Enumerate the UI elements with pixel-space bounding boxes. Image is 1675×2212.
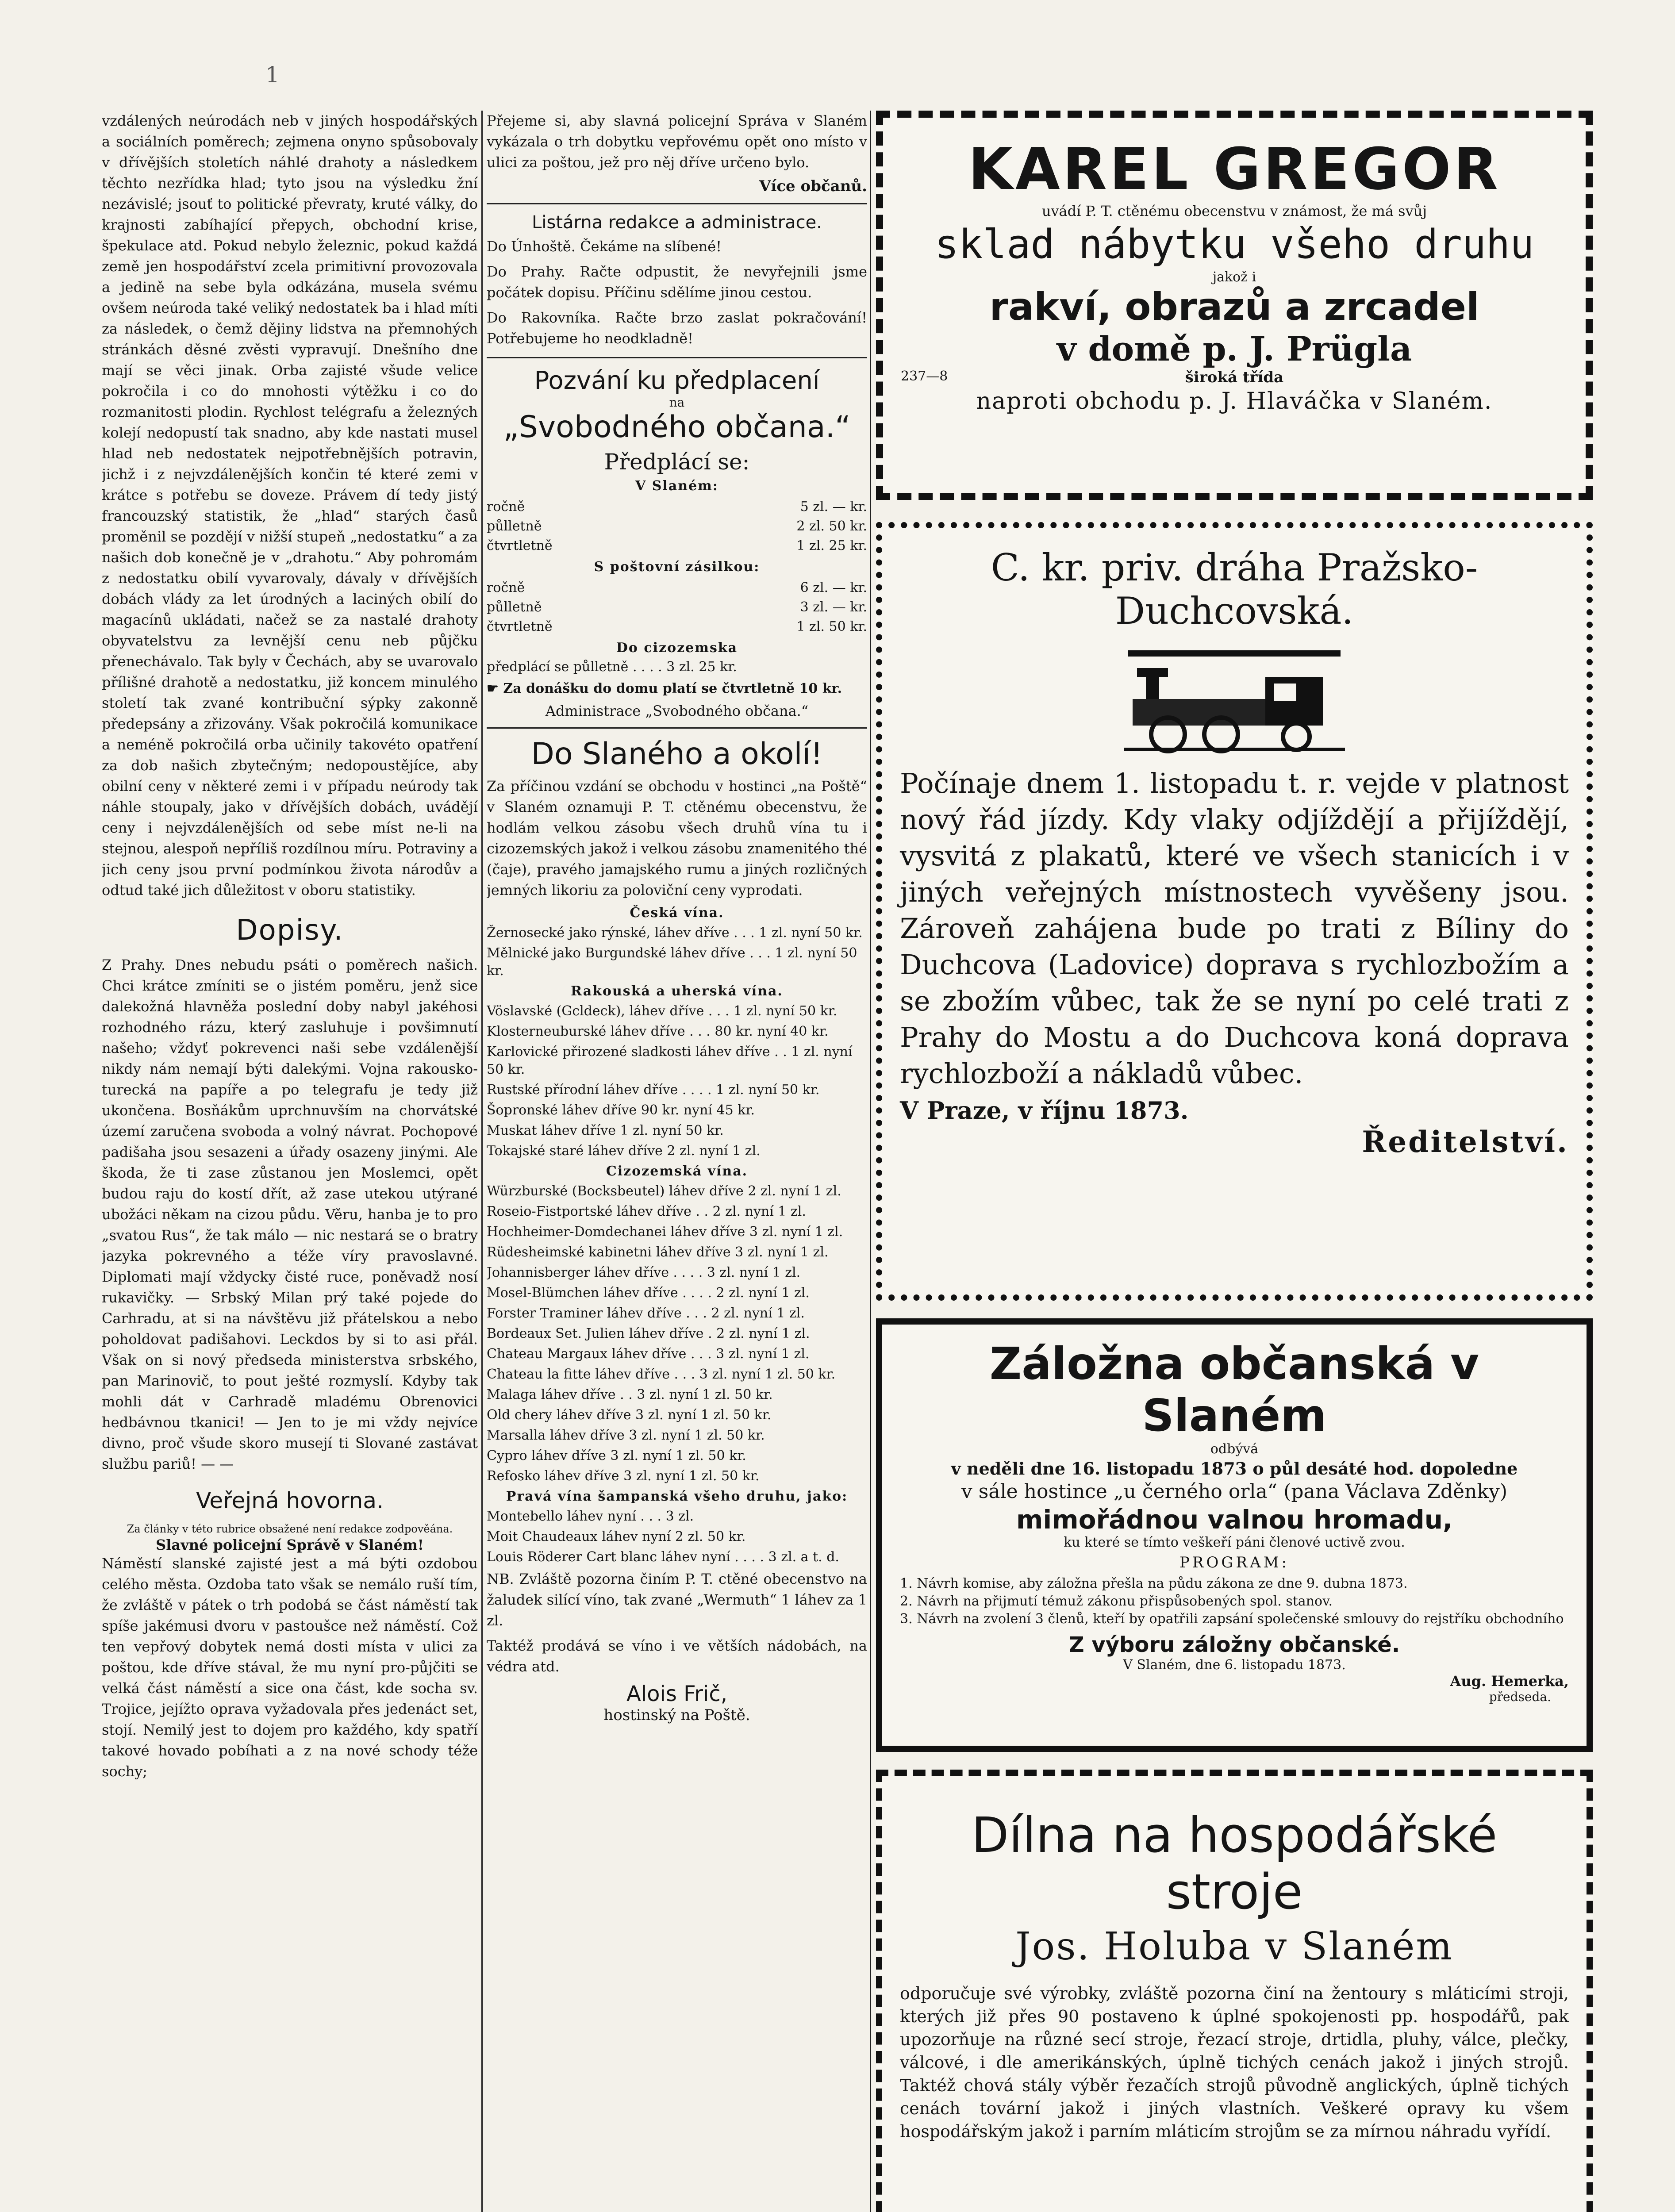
- column-divider: [870, 111, 871, 2212]
- railway-body: Počínaje dnem 1. listopadu t. r. vejde v platnost nový řád jízdy. Kdy vlaky odjíždějí a přijíždějí, vysvitá z plakatů, které ve všech stanicích i v jiných veřejných místnostech vyvěšeny jsou. Zároveň zahájena bude po trati z Bíliny do Duchcova (Ladovice) doprava s rychlozbožím a se zbožím vůbec, tak že se nyní po celé trati z Prahy do Mostu a do Duchcova koná doprava rychlozboží a nákladů vůbec.: [900, 767, 1569, 1090]
- wine-item: Montebello láhev nyní . . . 3 zl.: [487, 1509, 694, 1524]
- dopisy-text: Z Prahy. Dnes nebudu psáti o poměrech našich. Chci krátce zmíniti se o jistém poměru, jenž sice dalekožná hlavněža poslední doby nabyl jakéhosi rozhodného rázu, který zasluhuje i povšimnutí našeho; vždyť pokrevenci naši sebe vzdálenější nikdy nám nemají býti dalekými. Vojna rakousko-turecká na papíře a po telegrafu je tedy již ukončena. Bosňákům uprchnuvším na chorvátské území zaručena svoboda a volný návrat. Pochopové padišaha jsou sesazeni a úřady osazeny jinými. Ale škoda, že ti zase zůstanou jen Moslemci, opět budou raju do kostí dřít, až zase utekou utýrané ubožáci někam na cizou půdu. Věru, hanba je to pro „svatou Rus“, že tak málo — nic nestará se o bratry jazyka pokrevného a téže víry pravoslavné. Diplomati mají vždycky čisté ruce, poněvadž nosí rukavičky. — Srbský Milan prý také pojede do Carhradu, at si na návštěvu již přátelskou a nebo poholdovat padišahovi. Leckdos by si to asi přál. Však on si nový předseda ministerstva srbského, pan Marinovič, to pout ješté rozmyslí. Kdyby tak mohli dát v Carhradě mladému Obrenovici hedbávnou tkanici! — Jen to je mi vždy nejvíce divno, proč všude skoro musejí ti Slované zastávat službu pariů! — —: [102, 956, 478, 1472]
- price-row: půlletně 2 zl. 50 kr.: [487, 518, 867, 534]
- wine-item: Muskat láhev dříve 1 zl. nyní 50 kr.: [487, 1123, 724, 1138]
- slany-label: V Slaném:: [635, 478, 718, 494]
- champagne-label: Pravá vína šampanská všeho druhu, jako:: [506, 1489, 848, 1504]
- bank-place: v sále hostince „u černého orla“ (pana Václava Zděnky): [961, 1480, 1508, 1503]
- bank-title: Záložna občanská v Slaném: [989, 1338, 1479, 1441]
- railway-signature: Ředitelství.: [1362, 1125, 1569, 1159]
- hovorna-subheading: Slavné policejní Správě v Slaném!: [156, 1536, 424, 1553]
- divider: [487, 357, 867, 358]
- bank-program-item: 3. Návrh na zvolení 3 členů, kteří by opatřili zapsání společenské smlouvy do rejstříku obchodního: [900, 1611, 1564, 1627]
- wine-item: Žernosecké jako rýnské, láhev dříve . . . 1 zl. nyní 50 kr.: [487, 925, 863, 941]
- wine-item: Rustské přírodní láhev dříve . . . . 1 zl. nyní 50 kr.: [487, 1082, 820, 1098]
- gregor-line3: v domě p. J. Prügla: [1056, 329, 1412, 369]
- invite-na: na: [669, 395, 685, 410]
- column-2: [487, 111, 867, 2212]
- post-price-list: [487, 578, 867, 637]
- listarna-item: Do Rakovníka. Račte brzo zaslat pokračování! Potřebujeme ho neodkladně!: [487, 309, 867, 347]
- gregor-advert: [876, 111, 1593, 500]
- bank-meeting: mimořádnou valnou hromadu,: [1016, 1505, 1453, 1535]
- price-row: ročně 5 zl. — kr.: [487, 499, 867, 515]
- divider: [487, 727, 867, 729]
- bank-signature: Aug. Hemerka,: [1450, 1673, 1569, 1690]
- wine-item: Louis Röderer Cart blanc láhev nyní . . . . 3 zl. a t. d.: [487, 1549, 839, 1565]
- post-label: S poštovní zásilkou:: [594, 559, 760, 575]
- wine-item: Roseio-Fistportské láhev dříve . . 2 zl. nyní 1 zl.: [487, 1204, 806, 1219]
- railway-date: V Praze, v říjnu 1873.: [900, 1096, 1189, 1125]
- divider: [487, 203, 867, 204]
- okoli-heading: Do Slaného a okolí!: [531, 737, 823, 772]
- wine-item: Bordeaux Set. Julien láhev dříve . 2 zl. nyní 1 zl.: [487, 1326, 810, 1341]
- ceska-label: Česká vína.: [630, 905, 724, 921]
- gregor-name: KAREL GREGOR: [968, 135, 1501, 203]
- wine-item: Marsalla láhev dříve 3 zl. nyní 1 zl. 50 kr.: [487, 1428, 765, 1443]
- wine-item: Würzburské (Bocksbeutel) láhev dříve 2 zl. nyní 1 zl.: [487, 1183, 841, 1199]
- bank-board: Z výboru záložny občanské.: [1068, 1632, 1400, 1657]
- hovorna-text: Náměstí slanské zajisté jest a má býti ozdobou celého města. Ozdoba tato však se nemálo ruší tím, že zvláště v pátek o trh podobá se část náměstí tak spíše jakémusi dvoru v pastoušce než náměstí. Což ten vepřový dobytek nemá dosti místa v ulici za poštou, kde dříve stával, že mu nyní pro-půjčiti se velká část náměstí a sice ona část, kde socha sv. Trojice, jejížto oprava vyžadovala přes jedenáct set, stojí. Nemilý jest to dojem pro každého, kdy spatří takové hovado pobíhati a z na nové schody téže sochy;: [102, 1555, 478, 1780]
- okoli-signature: Alois Frič,: [626, 1682, 727, 1706]
- workshop-advert: [876, 1770, 1593, 2212]
- wine-item: Refosko láhev dříve 3 zl. nyní 1 zl. 50 kr.: [487, 1468, 760, 1484]
- gregor-line2: rakví, obrazů a zrcadel: [989, 285, 1479, 329]
- column-1: [102, 111, 478, 2212]
- wine-item: Tokajské staré láhev dříve 2 zl. nyní 1 zl.: [487, 1143, 761, 1159]
- abroad-price: předplácí se půlletně . . . . 3 zl. 25 kr.: [487, 659, 737, 675]
- bank-odbyva: odbývá: [1210, 1441, 1259, 1457]
- wine-item: Rüdesheimské kabinetni láhev dříve 3 zl. nyní 1 zl.: [487, 1244, 829, 1260]
- gregor-jakoz: jakož i: [1212, 269, 1256, 285]
- wine-item: Johannisberger láhev dříve . . . . 3 zl. nyní 1 zl.: [487, 1265, 801, 1280]
- hovorna-note: Za články v této rubrice obsažené není redakce zodpověána.: [127, 1523, 453, 1535]
- listarna-heading: Listárna redakce a administrace.: [532, 212, 822, 233]
- bank-program-label: PROGRAM:: [1179, 1554, 1289, 1571]
- bank-program-item: 2. Návrh na přijmutí témuž zákonu přispůsobených spol. stanov.: [900, 1594, 1333, 1609]
- wine-item: Hochheimer-Domdechanei láhev dříve 3 zl. nyní 1 zl.: [487, 1224, 843, 1240]
- price-row: čtvrtletně 1 zl. 50 kr.: [487, 619, 867, 634]
- cizozemska-label: Cizozemská vína.: [606, 1164, 748, 1179]
- locomotive-icon: [1119, 641, 1349, 757]
- nb-note: NB. Zvláště pozorna činím P. T. ctěné obecenstvo na žaludek silící víno, tak zvané „Wermuth“ 1 láhev za 1 zl.: [487, 1571, 867, 1629]
- wine-item: Šopronské láhev dříve 90 kr. nyní 45 kr.: [487, 1102, 755, 1118]
- rakouska-label: Rakouská a uherská vína.: [571, 983, 783, 999]
- okoli-intro: Za příčinou vzdání se obchodu v hostinci „na Poště“ v Slaném oznamuji P. T. ctěnému obecenstvu, že hodlám velkou zásobu všech druhů vína tu i cizozemských jakož i velkou zásobu znamenitého thé (čaje), pravého jamajského rumu a jiných rozličných jemných likoriu za poloviční ceny vyprodati.: [487, 778, 867, 899]
- wine-item: Chateau Margaux láhev dříve . . . 3 zl. nyní 1 zl.: [487, 1346, 810, 1362]
- price-row: půlletně 3 zl. — kr.: [487, 599, 867, 615]
- invite-heading: Pozvání ku předplacení: [534, 366, 820, 395]
- page-number: 1: [265, 62, 280, 88]
- bank-signature-title: předseda.: [1489, 1690, 1551, 1704]
- wine-item: Forster Traminer láhev dříve . . . 2 zl. nyní 1 zl.: [487, 1306, 805, 1321]
- bank-program-item: 1. Návrh komise, aby záložna přešla na půdu zákona ze dne 9. dubna 1873.: [900, 1576, 1408, 1591]
- also-note: Taktéž prodává se víno i ve větších nádobách, na védra atd.: [487, 1637, 867, 1675]
- workshop-name: Jos. Holuba v Slaném: [1015, 1924, 1453, 1969]
- bank-date: v neděli dne 16. listopadu 1873 o půl desáté hod. dopoledne: [951, 1459, 1518, 1479]
- wine-item: Karlovické přirozené sladkosti láhev dříve . . 1 zl. nyní 50 kr.: [487, 1044, 853, 1077]
- listarna-item: Do Prahy. Račte odpustit, že nevyřejnili jsme počátek dopisu. Příčinu sdělíme jinou cestou.: [487, 263, 867, 301]
- abroad-label: Do cizozemska: [616, 640, 738, 656]
- railway-advert: [876, 522, 1593, 1301]
- column-divider: [481, 111, 483, 2212]
- petition-signature: Více občanů.: [759, 177, 867, 195]
- pointing-hand-icon: ☛: [487, 681, 503, 696]
- wine-item: Vöslavské (Gcldeck), láhev dříve . . . 1 zl. nyní 50 kr.: [487, 1003, 838, 1019]
- bank-invite: ku které se tímto veškeří páni členové uctivě zvou.: [1064, 1535, 1405, 1550]
- workshop-body: odporučuje své výrobky, zvláště pozorna činí na žentoury s mláticími stroji, kterých již přes 90 postaveno k úplné spokojenosti pp. hospodářů, pak upozorňuje na různé secí stroje, řezací stroje, drtidla, pluhy, válce, plečky, válcové, i dle amerikánských, úplně tichých cenách jakož i jiných strojů. Taktéž chová stály výběr řezačích strojů původně anglických, úplně tichých cenách tovární jakož i jiných vlastních. Veškeré opravy ku všem hospodářským jakož i parním mláticím strojům se za mírnou náhradu vyřídí.: [900, 1984, 1569, 2141]
- wine-item: Cypro láhev dříve 3 zl. nyní 1 zl. 50 kr.: [487, 1448, 746, 1463]
- wine-item: Old chery láhev dříve 3 zl. nyní 1 zl. 50 kr.: [487, 1407, 772, 1423]
- gregor-number: 237—8: [901, 369, 948, 384]
- dopisy-heading: Dopisy.: [236, 914, 344, 947]
- wine-item: Moit Chaudeaux láhev nyní 2 zl. 50 kr.: [487, 1529, 746, 1544]
- price-row: čtvrtletně 1 zl. 25 kr.: [487, 538, 867, 553]
- gregor-line4: naproti obchodu p. J. Hlaváčka v Slaném.: [976, 388, 1493, 415]
- wine-item: Malaga láhev dříve . . 3 zl. nyní 1 zl. 50 kr.: [487, 1387, 773, 1402]
- wine-item: Chateau la fitte láhev dříve . . . 3 zl. nyní 1 zl. 50 kr.: [487, 1367, 836, 1382]
- admin-signature: Administrace „Svobodného občana.“: [545, 703, 809, 719]
- price-row: ročně 6 zl. — kr.: [487, 580, 867, 595]
- wine-item: Mělnické jako Burgundské láhev dříve . . . 1 zl. nyní 50 kr.: [487, 945, 857, 979]
- slany-price-list: [487, 497, 867, 556]
- column-3: [876, 111, 1593, 2212]
- petition-end: Přejeme si, aby slavná policejní Správa v Slaném vykázala o trh dobytku vepřovému opět ono místo v ulici za poštou, jež pro něj dříve určeno bylo.: [487, 112, 867, 171]
- listarna-item: Do Únhoště. Čekáme na slíbené!: [487, 238, 722, 255]
- gregor-street-row: [901, 369, 1568, 388]
- hovorna-heading: Veřejná hovorna.: [196, 1488, 384, 1513]
- railway-title: C. kr. priv. dráha Pražsko-Duchcovská.: [991, 546, 1478, 633]
- wine-item: Mosel-Blümchen láhev dříve . . . . 2 zl. nyní 1 zl.: [487, 1285, 810, 1301]
- subscribe-label: Předplácí se:: [604, 449, 750, 475]
- workshop-title: Dílna na hospodářské stroje: [971, 1807, 1498, 1920]
- wine-item: Klosterneuburské láhev dříve . . . 80 kr. nyní 40 kr.: [487, 1024, 829, 1039]
- okoli-signature-title: hostinský na Poště.: [603, 1706, 750, 1724]
- gregor-line1: sklad nábytku všeho druhu: [934, 221, 1534, 268]
- statistics-article: vzdálených neúrodách neb v jiných hospodářských a sociálních poměrech; zejmena onyno spůsobovaly v dřívějších stoletích náhlé drahoty a následkem těchto nezřídka hlad; tyto jsou na výsledku žní nezávislé; jsouť to politické převraty, kruté války, do krajnosti zabíhající přepych, obchodní krise, špekulace atd. Pokud nebylo železnic, pokud každá země jen hospodářství zcela primitivní provozovala a jedině na sebe byla odkázána, musela svému ovšem neúroda také veliký nedostatek ba i hlad míti za následek, o čemž dějiny lidstva na přemnohých stránkách děsné zvěsti vypravují. Dnešního dne mají se věci jinak. Orba zajisté všude velice pokročila i co do mnohosti výtěžku i co do rozmanitosti plodin. Rychlost telégrafu a železných kolejí nedopustí tak snadno, aby kde nastati musel hlad neb nedostatek nejpotřebnějších potravin, jichž i z nejvzdálenějších končin té které zemi v krátce s potřebu se doveze. Právem dí tedy jistý francouzský statistik, že „hlad“ starých časů proměnil se pozdějí v nižší stupeň „nedostatku“ a za našich dob konečně je v „drahotu.“ Aby pohromám z nedostatku obilí vyvarovaly, dávaly v dřívějších dobách vlády za let úrodných a laciných obilí do magacínů ukládati, načež se za nastalé drahoty obyvatelstvu za levnější cenu neb půjčku přenechávalo. Tak byly v Čechách, aby se uvarovalo přílišné drahotě a nedostatku, již koncem minulého století tak zvané kontribuční sýpky zakonně předepsány a zřizovány. Však pokročilá komunikace a neméně pokročilá orba učinily takovéto opatření za dob našich zbytečným; nedopoustějíce, aby obilní ceny v některé zemi i v případu neúrody tak náhle stoupaly, jako v dřívějších dobách, uvádějí ceny i nejvzdálenějších od sebe míst ne-li na stejnou, alespoň nepříliš rozdílnou míru. Potraviny a jich ceny jsou první podmínkou života národův a odtud také jich důležitost v oboru statistiky.: [102, 112, 478, 899]
- invite-paper-name: „Svobodného občana.“: [503, 410, 851, 445]
- bank-advert: [876, 1318, 1593, 1752]
- gregor-intro: uvádí P. T. ctěnému obecenstvu v známost, že má svůj: [1041, 203, 1427, 219]
- bank-place-date: V Slaném, dne 6. listopadu 1873.: [1123, 1657, 1346, 1673]
- delivery-note: ☛ Za donášku do domu platí se čtvrtletně 10 kr.: [487, 681, 842, 696]
- gregor-street: široká třída: [1185, 369, 1284, 386]
